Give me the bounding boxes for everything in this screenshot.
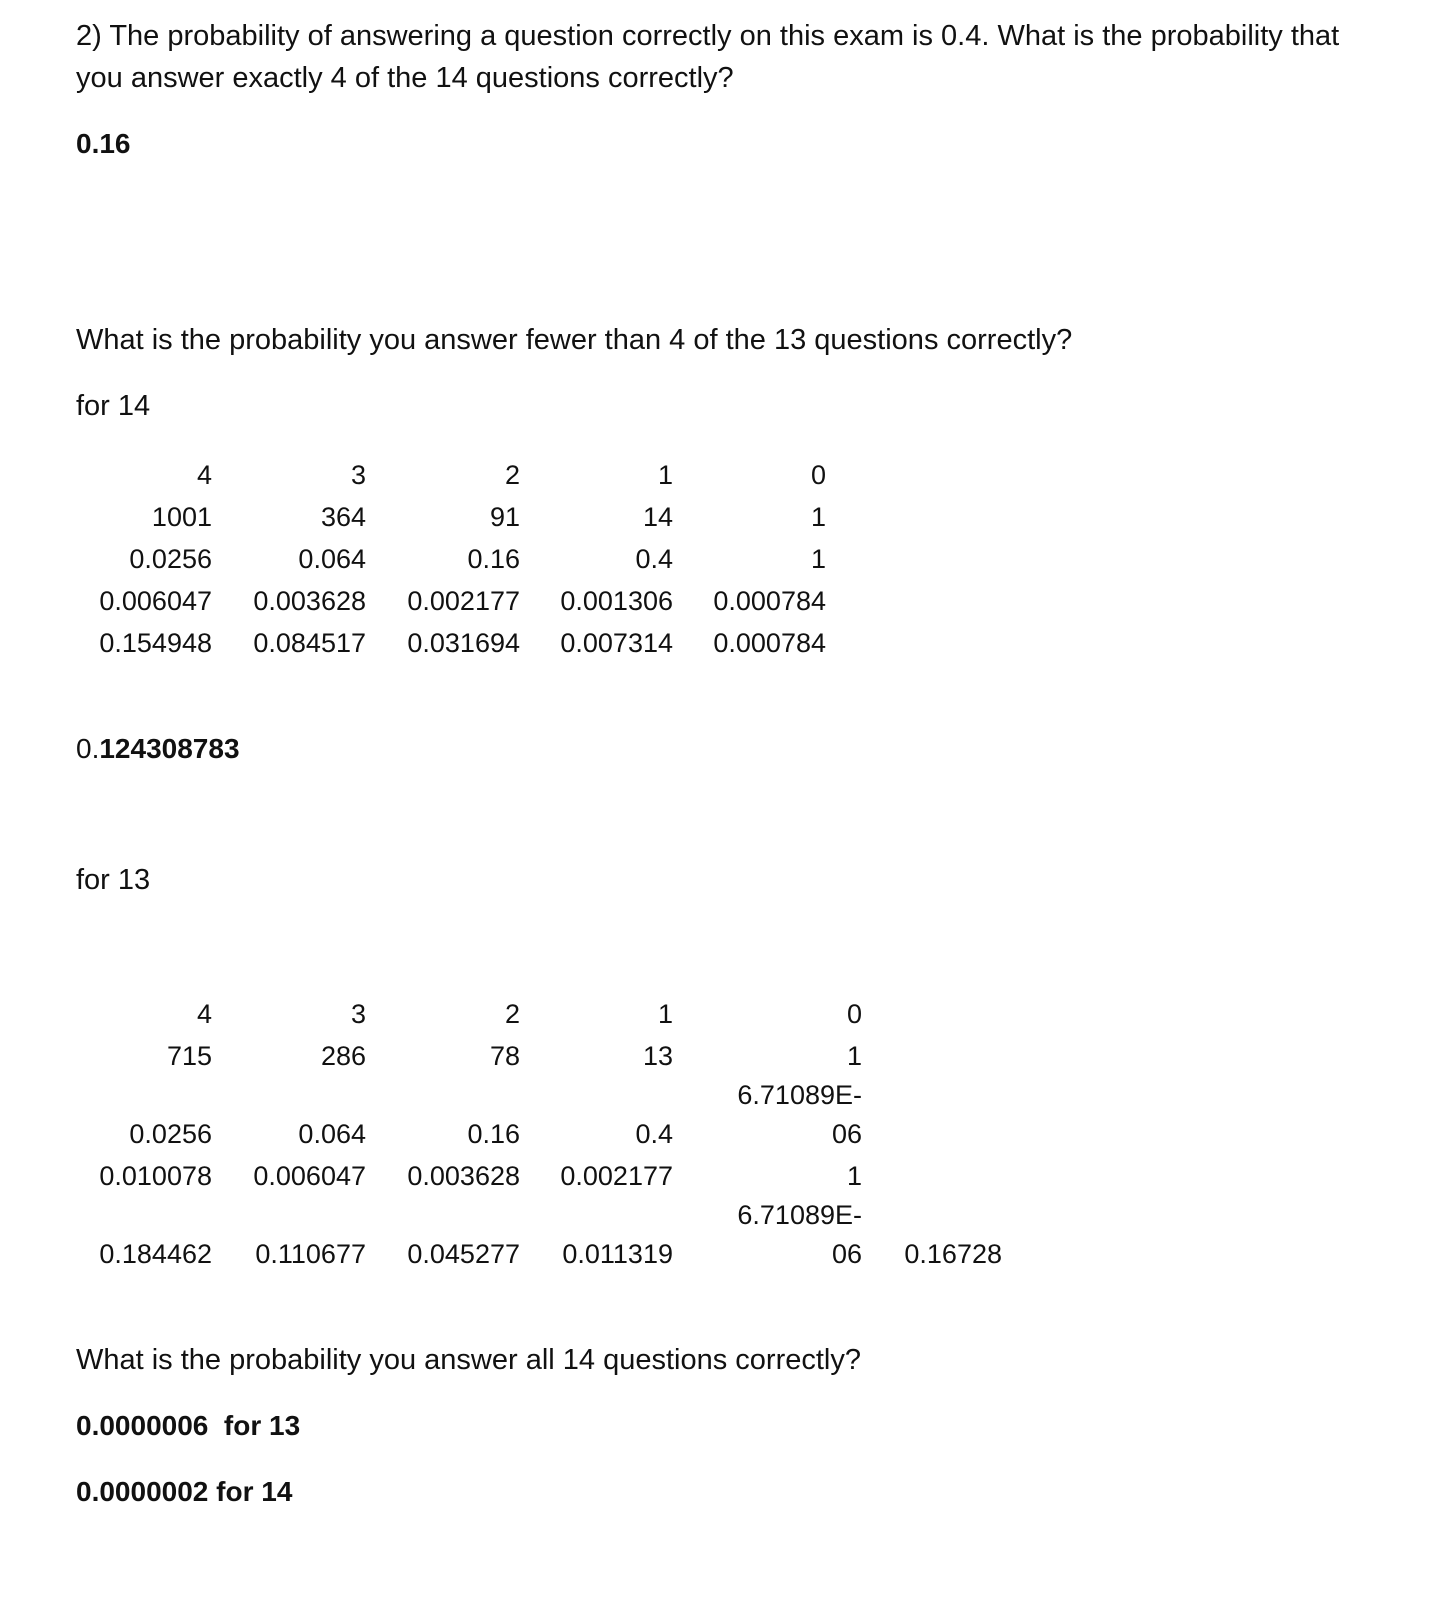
table14-cell: 0.031694 xyxy=(407,628,520,658)
question-1-answer: 0.16 xyxy=(76,128,131,159)
table13-cell: 2 xyxy=(504,999,520,1029)
table14-cell: 1 xyxy=(657,460,673,490)
table13-cell: 4 xyxy=(196,999,212,1029)
table13-cell: 0.064 xyxy=(298,1119,366,1149)
table13-cell: 6.71089E- xyxy=(737,1200,862,1230)
table14-cell: 14 xyxy=(642,502,673,532)
label-for-13: for 13 xyxy=(76,864,151,896)
table14-cell: 0.154948 xyxy=(99,628,212,658)
table14-cell: 2 xyxy=(504,460,520,490)
answer-all-for-14: 0.0000002 for 14 xyxy=(76,1476,293,1507)
table14-cell: 0.064 xyxy=(298,544,366,574)
answer-all-for-13: 0.0000006 for 13 xyxy=(76,1410,301,1441)
table13-cell: 0.184462 xyxy=(99,1239,212,1269)
question-1-line-1: 2) The probability of answering a question correctly on this exam is 0.4. What is the probability that xyxy=(76,20,1340,52)
table13-cell: 0.011319 xyxy=(562,1239,673,1269)
table14-cell: 1 xyxy=(810,544,826,574)
table14-cell: 0.000784 xyxy=(713,586,826,616)
table14-cell: 364 xyxy=(320,502,366,532)
table14-cell: 0.000784 xyxy=(713,628,826,658)
table13-cell: 78 xyxy=(489,1041,520,1071)
table13-cell: 715 xyxy=(166,1041,212,1071)
answer-for-14-prefix: 0. xyxy=(76,733,100,764)
table13-cell: 6.71089E- xyxy=(737,1080,862,1110)
table14-cell: 0.4 xyxy=(635,544,673,574)
table14-cell: 0.002177 xyxy=(407,586,520,616)
table13-cell: 286 xyxy=(320,1041,366,1071)
table14-cell: 1001 xyxy=(151,502,212,532)
table13-total: 0.16728 xyxy=(904,1239,1002,1269)
table14-cell: 0.003628 xyxy=(253,586,366,616)
table13-cell: 1 xyxy=(846,1161,862,1191)
table13-cell: 13 xyxy=(642,1041,673,1071)
table14-cell: 1 xyxy=(810,502,826,532)
answer-for-14-digits: 124308783 xyxy=(99,733,240,764)
question-2-text: What is the probability you answer fewer than 4 of the 13 questions correctly? xyxy=(76,324,1073,356)
table14-cell: 3 xyxy=(350,460,366,490)
table13-cell: 0 xyxy=(846,999,862,1029)
table13-cell: 0.002177 xyxy=(560,1161,673,1191)
table14-cell: 0.084517 xyxy=(253,628,366,658)
table13-cell: 0.0256 xyxy=(129,1119,212,1149)
table13-cell: 1 xyxy=(846,1041,862,1071)
table13-cell: 06 xyxy=(831,1239,862,1269)
table13-cell: 3 xyxy=(350,999,366,1029)
table14-cell: 91 xyxy=(489,502,520,532)
table14-cell: 0.006047 xyxy=(99,586,212,616)
table13-cell: 1 xyxy=(657,999,673,1029)
table14-cell: 0.0256 xyxy=(129,544,212,574)
question-1-line-2: you answer exactly 4 of the 14 questions correctly? xyxy=(76,62,734,94)
table14-cell: 0.007314 xyxy=(560,628,673,658)
table13-cell: 0.006047 xyxy=(253,1161,366,1191)
table14-cell: 0.16 xyxy=(467,544,520,574)
table13-cell: 0.003628 xyxy=(407,1161,520,1191)
table14-cell: 4 xyxy=(196,460,212,490)
table14-cell: 0.001306 xyxy=(560,586,673,616)
table13-cell: 06 xyxy=(831,1119,862,1149)
answer-for-14 xyxy=(76,733,240,765)
table13-cell: 0.110677 xyxy=(255,1239,366,1269)
table13-cell: 0.045277 xyxy=(407,1239,520,1269)
table14-cell: 0 xyxy=(810,460,826,490)
table13-cell: 0.010078 xyxy=(99,1161,212,1191)
label-for-14: for 14 xyxy=(76,390,151,422)
table13-cell: 0.4 xyxy=(635,1119,673,1149)
table13-cell: 0.16 xyxy=(467,1119,520,1149)
question-3-text: What is the probability you answer all 14 questions correctly? xyxy=(76,1344,861,1376)
